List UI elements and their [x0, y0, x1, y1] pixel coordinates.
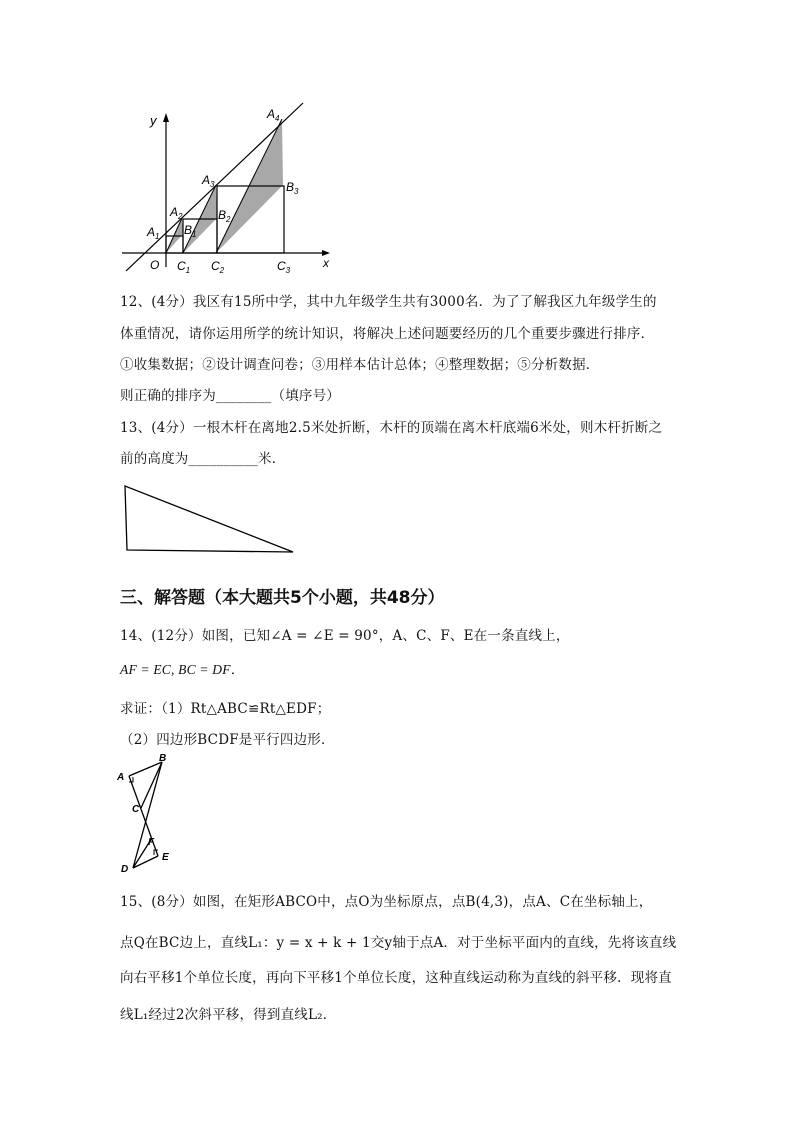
- label-y: y: [150, 113, 157, 128]
- q14-line-3: 求证：（1）Rt△ABC≌Rt△EDF；: [120, 701, 331, 717]
- q13-line-2: 前的高度为__________米．: [120, 451, 286, 467]
- label-a4: $A_4$: [267, 107, 280, 123]
- q12-line-4: 则正确的排序为________（填序号）: [120, 388, 340, 404]
- label-c1: $C_1$: [177, 259, 191, 275]
- triangle-shape: [125, 486, 293, 552]
- label-a2: $A_2$: [170, 205, 183, 221]
- label-x: x: [323, 256, 329, 270]
- edge-b-d: [133, 762, 162, 868]
- q15-line-1: 15、(8分）如图，在矩形ABCO中，点O为坐标原点，点B(4,3)，点A、C在坐标轴上，: [120, 894, 653, 910]
- label-fig-a: A: [117, 772, 125, 783]
- label-fig-f: F: [148, 837, 155, 848]
- parallelogram-figure: [115, 752, 185, 877]
- q14-line-4: （2）四边形BCDF是平行四边形．: [120, 732, 335, 748]
- q15-line-3: 向右平移1个单位长度，再向下平移1个单位长度，这种直线运动称为直线的斜平移．现将直: [120, 970, 672, 986]
- q15-line-2: 点Q在BC边上，直线L₁：y = x + k + 1交y轴于点A．对于坐标平面内的直线，先将该直线: [120, 935, 677, 951]
- label-b3: $B_3$: [286, 180, 299, 196]
- label-c2: $C_2$: [211, 259, 225, 275]
- label-a3: $A_3$: [202, 173, 215, 189]
- label-b1: $B_1$: [184, 223, 197, 239]
- q13-line-1: 13、(4分）一根木杆在离地2.5米处折断，木杆的顶端在离木杆底端6米处，则木杆折断之: [120, 420, 663, 436]
- y-axis-arrow: [163, 113, 169, 122]
- q12-line-3: ①收集数据；②设计调查问卷；③用样本估计总体；④整理数据；⑤分析数据．: [120, 357, 600, 373]
- label-fig-d: D: [121, 864, 129, 875]
- section-three-heading: 三、解答题（本大题共5个小题，共48分）: [120, 588, 445, 608]
- label-b2: $B_2$: [218, 208, 231, 224]
- q12-line-2: 体重情况，请你运用所学的统计知识，将解决上述问题要经历的几个重要步骤进行排序．: [120, 326, 655, 342]
- q14-line-1: 14、(12分）如图，已知∠A = ∠E = 90°，A、C、F、E在一条直线上，: [120, 628, 570, 644]
- label-o: O: [150, 258, 160, 272]
- label-fig-c: C: [132, 804, 140, 815]
- label-a1: $A_1$: [147, 225, 160, 241]
- label-fig-b: B: [159, 753, 167, 764]
- q15-line-4: 线L₁经过2次斜平移，得到直线L₂．: [120, 1007, 337, 1023]
- label-fig-e: E: [162, 852, 169, 863]
- q12-line-1: 12、(4分）我区有15所中学，其中九年级学生共有3000名．为了了解我区九年级学生的: [120, 294, 657, 310]
- label-c3: $C_3$: [277, 259, 291, 275]
- q14-line-2: AF = EC, BC = DF．: [120, 662, 245, 677]
- broken-pole-triangle: [115, 480, 305, 560]
- staircase-figure: [110, 95, 340, 280]
